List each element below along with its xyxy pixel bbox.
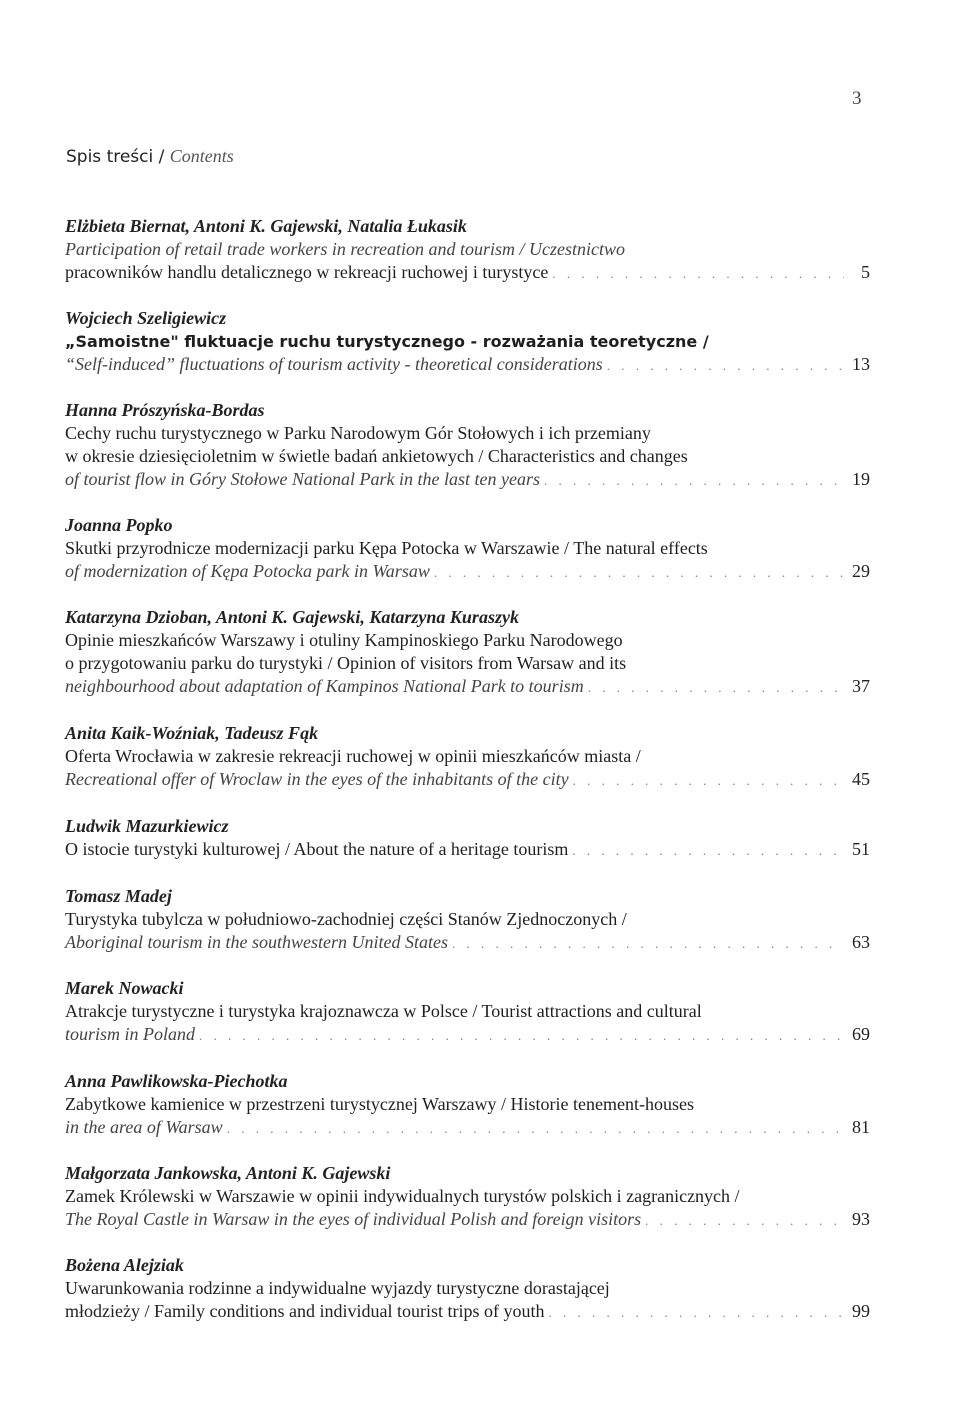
entry-authors: Hanna Prószyńska-Bordas: [65, 400, 265, 420]
entry-page-number: 69: [852, 1024, 870, 1044]
entry-last-line: [65, 675, 870, 698]
entry-page-number: 51: [852, 839, 870, 859]
entry-last-line: [65, 1300, 870, 1323]
entry-title-line: Uwarunkowania rodzinne a indywidualne wyjazdy turystyczne dorastającej: [65, 1278, 610, 1298]
entry-page-number: 5: [861, 262, 870, 282]
entry-last-line: [65, 1116, 870, 1139]
entry-page-number: 13: [852, 354, 870, 374]
leader-dots: [544, 469, 844, 492]
entry-title-line: o przygotowaniu parku do turystyki / Opinion of visitors from Warsaw and its: [65, 653, 627, 673]
entry-page-number: 81: [852, 1117, 870, 1137]
entry-authors: Joanna Popko: [65, 515, 173, 535]
leader-dots: [452, 932, 844, 955]
entry-title-line: Oferta Wrocławia w zakresie rekreacji ruchowej w opinii mieszkańców miasta /: [65, 746, 641, 766]
entry-title-end: młodzieży / Family conditions and individual tourist trips of youth: [65, 1301, 545, 1321]
entry-title-line: Participation of retail trade workers in recreation and tourism / Uczestnictwo: [65, 239, 625, 259]
entry-title-line: Turystyka tubylcza w południowo-zachodniej części Stanów Zjednoczonych /: [65, 909, 627, 929]
entry-page-number: 63: [852, 932, 870, 952]
entry-title-end: of modernization of Kępa Potocka park in Warsaw: [65, 561, 430, 581]
leader-dots: [548, 1301, 844, 1324]
leader-dots: [572, 839, 844, 862]
leader-dots: [227, 1117, 844, 1140]
leader-dots: [645, 1209, 844, 1232]
entry-title-end: Recreational offer of Wroclaw in the eyes of the inhabitants of the city: [65, 769, 569, 789]
entry-authors: Katarzyna Dzioban, Antoni K. Gajewski, Katarzyna Kuraszyk: [65, 607, 519, 627]
toc-entry: [65, 398, 870, 513]
leader-dots: [588, 676, 844, 699]
entry-title-line: Opinie mieszkańców Warszawy i otuliny Kampinoskiego Parku Narodowego: [65, 630, 623, 650]
entry-title-end: pracowników handlu detalicznego w rekreacji ruchowej i turystyce: [65, 262, 549, 282]
leader-dots: [199, 1024, 844, 1047]
entry-title-end: of tourist flow in Góry Stołowe National Park in the last ten years: [65, 469, 540, 489]
leader-dots: [573, 769, 844, 792]
toc-entry: [65, 884, 870, 976]
toc-entry: [65, 1161, 870, 1253]
entry-page-number: 99: [852, 1301, 870, 1321]
leader-dots: [607, 354, 844, 377]
entry-page-number: 19: [852, 469, 870, 489]
entry-authors: Ludwik Mazurkiewicz: [65, 816, 229, 836]
toc-entry: [65, 605, 870, 721]
entry-authors: Wojciech Szeligiewicz: [65, 308, 227, 328]
toc-entry: [65, 976, 870, 1069]
entry-last-line: [65, 468, 870, 491]
entry-title-line: Skutki przyrodnicze modernizacji parku Kępa Potocka w Warszawie / The natural effects: [65, 538, 708, 558]
toc-title-en: Contents: [169, 146, 234, 166]
entry-title-end: tourism in Poland: [65, 1024, 196, 1044]
entry-last-line: [65, 768, 870, 791]
entry-page-number: 37: [852, 676, 870, 696]
toc-entry: [65, 513, 870, 605]
entry-title-line: Cechy ruchu turystycznego w Parku Narodowym Gór Stołowych i ich przemiany: [65, 423, 651, 443]
toc-title-pl: Spis treści /: [66, 147, 170, 167]
toc-entry: [65, 1069, 870, 1161]
page-number: 3: [852, 88, 862, 109]
entry-title-end: neighbourhood about adaptation of Kampinos National Park to tourism: [65, 676, 584, 696]
entry-page-number: 45: [852, 769, 870, 789]
entry-last-line: [65, 261, 870, 284]
entry-title-line: Atrakcje turystyczne i turystyka krajoznawcza w Polsce / Tourist attractions and cultural: [65, 1001, 702, 1021]
entry-title-end: in the area of Warsaw: [65, 1117, 223, 1137]
entry-last-line: [65, 1023, 870, 1046]
entry-title-line: Zabytkowe kamienice w przestrzeni turystycznej Warszawy / Historie tenement-houses: [65, 1094, 694, 1114]
entry-title-line: Zamek Królewski w Warszawie w opinii indywidualnych turystów polskich i zagranicznych /: [65, 1186, 740, 1206]
toc-entry: [65, 721, 870, 814]
toc-entry: [65, 306, 870, 398]
toc-entry: [65, 814, 870, 884]
entry-title-line: w okresie dziesięcioletnim w świetle badań ankietowych / Characteristics and changes: [65, 446, 688, 466]
leader-dots: [552, 262, 844, 285]
entry-title-line: „Samoistne" fluktuacje ruchu turystycznego - rozważania teoretyczne /: [65, 332, 709, 351]
entry-authors: Elżbieta Biernat, Antoni K. Gajewski, Natalia Łukasik: [65, 216, 467, 236]
entry-authors: Marek Nowacki: [65, 978, 184, 998]
entry-last-line: [65, 1208, 870, 1231]
entry-page-number: 29: [852, 561, 870, 581]
entry-authors: Bożena Alejziak: [65, 1255, 184, 1275]
toc-entry: [65, 214, 870, 306]
toc-entry: [65, 1253, 870, 1323]
entry-authors: Małgorzata Jankowska, Antoni K. Gajewski: [65, 1163, 391, 1183]
entry-last-line: [65, 838, 870, 861]
entry-last-line: [65, 931, 870, 954]
entry-authors: Anita Kaik-Woźniak, Tadeusz Fąk: [65, 723, 319, 743]
entry-title-end: O istocie turystyki kulturowej / About the nature of a heritage tourism: [65, 839, 569, 859]
entry-last-line: [65, 353, 870, 376]
entry-authors: Tomasz Madej: [65, 886, 172, 906]
entry-page-number: 93: [852, 1209, 870, 1229]
leader-dots: [434, 561, 844, 584]
entry-title-end: The Royal Castle in Warsaw in the eyes of individual Polish and foreign visitors: [65, 1209, 642, 1229]
toc-title: [66, 146, 234, 167]
entry-title-end: “Self-induced” fluctuations of tourism activity - theoretical considerations: [65, 354, 603, 374]
entry-title-end: Aboriginal tourism in the southwestern United States: [65, 932, 448, 952]
entry-last-line: [65, 560, 870, 583]
toc-entries: [65, 214, 870, 1323]
entry-authors: Anna Pawlikowska-Piechotka: [65, 1071, 288, 1091]
